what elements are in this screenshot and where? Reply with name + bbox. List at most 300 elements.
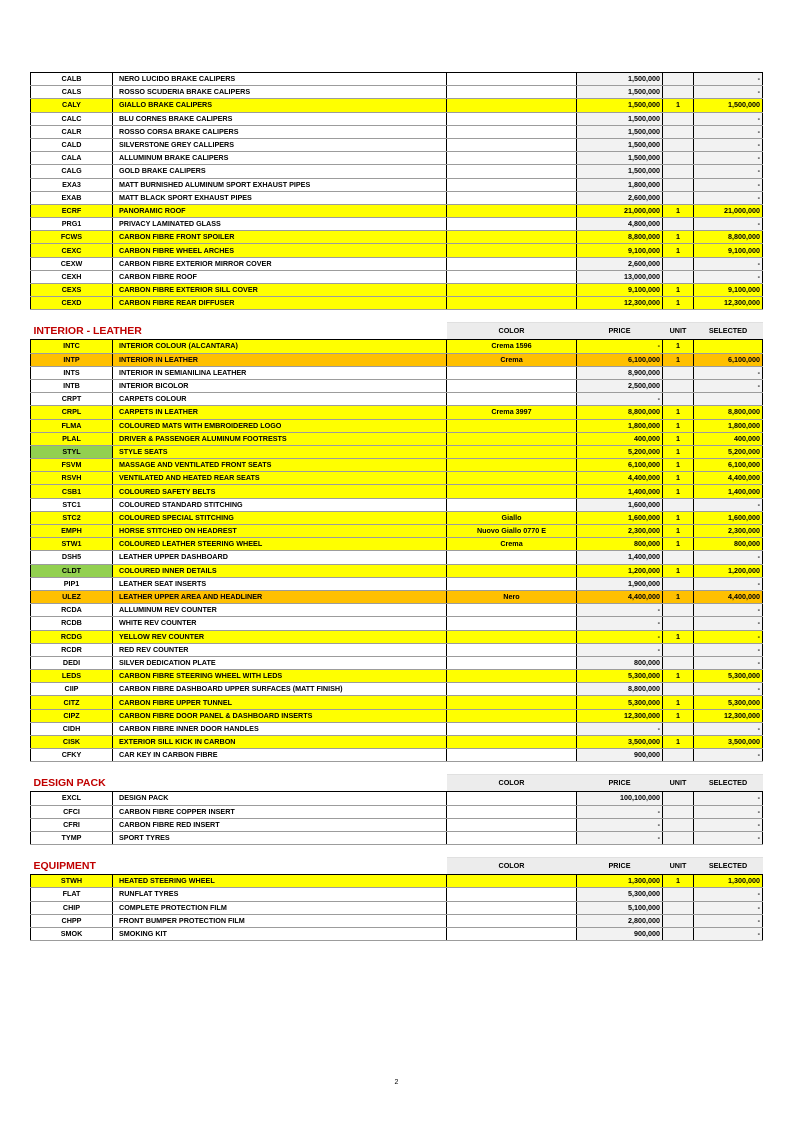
option-code: CALG: [31, 165, 113, 178]
table-row: [31, 564, 763, 577]
table-row: [31, 818, 763, 831]
option-price: 8,800,000: [577, 683, 663, 696]
option-description: COLOURED MATS WITH EMBROIDERED LOGO: [113, 419, 447, 432]
option-selected: -: [694, 125, 763, 138]
table-row: [31, 472, 763, 485]
option-price: 4,400,000: [577, 472, 663, 485]
column-header-price: PRICE: [577, 858, 663, 875]
option-price: -: [577, 393, 663, 406]
option-code: ECRF: [31, 204, 113, 217]
option-code: CALD: [31, 138, 113, 151]
option-price: 1,500,000: [577, 152, 663, 165]
option-description: MASSAGE AND VENTILATED FRONT SEATS: [113, 459, 447, 472]
section-spacer: [31, 762, 763, 775]
column-header-price: PRICE: [577, 323, 663, 340]
option-unit: [663, 366, 694, 379]
option-price: 8,800,000: [577, 406, 663, 419]
option-code: CALS: [31, 86, 113, 99]
option-unit: [663, 643, 694, 656]
option-description: INTERIOR IN SEMIANILINA LEATHER: [113, 366, 447, 379]
option-price: 1,900,000: [577, 577, 663, 590]
spacer-cell: [663, 310, 694, 323]
option-selected: -: [694, 218, 763, 231]
option-unit: 1: [663, 630, 694, 643]
option-color: [447, 112, 577, 125]
option-color: [447, 656, 577, 669]
option-selected: 5,300,000: [694, 696, 763, 709]
option-price: 1,500,000: [577, 165, 663, 178]
table-row: [31, 445, 763, 458]
option-color: [447, 152, 577, 165]
option-selected: -: [694, 112, 763, 125]
option-description: GIALLO BRAKE CALIPERS: [113, 99, 447, 112]
option-code: FSVM: [31, 459, 113, 472]
option-color: [447, 366, 577, 379]
table-row: [31, 577, 763, 590]
option-description: ROSSO CORSA BRAKE CALIPERS: [113, 125, 447, 138]
option-unit: 1: [663, 445, 694, 458]
option-price: 6,100,000: [577, 459, 663, 472]
option-price: 2,500,000: [577, 379, 663, 392]
option-code: FCWS: [31, 231, 113, 244]
option-description: SMOKING KIT: [113, 927, 447, 940]
option-selected: 5,200,000: [694, 445, 763, 458]
option-color: [447, 257, 577, 270]
option-unit: [663, 257, 694, 270]
option-price: 100,100,000: [577, 792, 663, 805]
option-selected: -: [694, 914, 763, 927]
option-description: NERO LUCIDO BRAKE CALIPERS: [113, 73, 447, 86]
option-description: CARBON FIBRE DASHBOARD UPPER SURFACES (MATT FINISH): [113, 683, 447, 696]
option-color: [447, 419, 577, 432]
table-row: [31, 393, 763, 406]
option-color: Giallo: [447, 511, 577, 524]
table-row: [31, 165, 763, 178]
option-description: WHITE REV COUNTER: [113, 617, 447, 630]
option-price: 3,500,000: [577, 736, 663, 749]
spacer-cell: [31, 310, 113, 323]
option-color: [447, 270, 577, 283]
option-price: 1,800,000: [577, 178, 663, 191]
option-selected: -: [694, 379, 763, 392]
table-row: [31, 736, 763, 749]
option-unit: [663, 901, 694, 914]
option-color: [447, 498, 577, 511]
column-header-price: PRICE: [577, 775, 663, 792]
option-code: CALC: [31, 112, 113, 125]
option-color: [447, 696, 577, 709]
option-price: 5,100,000: [577, 901, 663, 914]
option-color: Crema 1596: [447, 340, 577, 353]
option-selected: -: [694, 749, 763, 762]
option-description: CARBON FIBRE DOOR PANEL & DASHBOARD INSERTS: [113, 709, 447, 722]
option-unit: 1: [663, 485, 694, 498]
option-price: 2,800,000: [577, 914, 663, 927]
option-description: COMPLETE PROTECTION FILM: [113, 901, 447, 914]
option-code: STW1: [31, 538, 113, 551]
option-price: 5,300,000: [577, 696, 663, 709]
option-price: -: [577, 604, 663, 617]
option-selected: 6,100,000: [694, 459, 763, 472]
section-spacer: [31, 845, 763, 858]
option-price: 1,500,000: [577, 73, 663, 86]
option-description: EXTERIOR SILL KICK IN CARBON: [113, 736, 447, 749]
option-color: [447, 709, 577, 722]
option-code: CLDT: [31, 564, 113, 577]
option-unit: 1: [663, 736, 694, 749]
option-unit: [663, 551, 694, 564]
option-description: SILVER DEDICATION PLATE: [113, 656, 447, 669]
option-description: CARBON FIBRE INNER DOOR HANDLES: [113, 722, 447, 735]
option-selected: -: [694, 86, 763, 99]
option-color: [447, 472, 577, 485]
table-row: [31, 459, 763, 472]
option-unit: 1: [663, 472, 694, 485]
option-description: CARBON FIBRE RED INSERT: [113, 818, 447, 831]
option-description: SILVERSTONE GREY CALLIPERS: [113, 138, 447, 151]
option-unit: 1: [663, 99, 694, 112]
option-price: 9,100,000: [577, 284, 663, 297]
spacer-cell: [577, 845, 663, 858]
spacer-cell: [694, 310, 763, 323]
option-selected: -: [694, 656, 763, 669]
option-code: DSH5: [31, 551, 113, 564]
option-code: CIPZ: [31, 709, 113, 722]
option-price: 800,000: [577, 656, 663, 669]
option-selected: -: [694, 630, 763, 643]
option-description: FRONT BUMPER PROTECTION FILM: [113, 914, 447, 927]
option-code: RCDR: [31, 643, 113, 656]
option-code: EMPH: [31, 525, 113, 538]
option-description: YELLOW REV COUNTER: [113, 630, 447, 643]
option-color: Nero: [447, 590, 577, 603]
option-color: [447, 630, 577, 643]
option-selected: 2,300,000: [694, 525, 763, 538]
table-row: [31, 297, 763, 310]
option-color: [447, 165, 577, 178]
option-unit: 1: [663, 244, 694, 257]
option-description: CARBON FIBRE ROOF: [113, 270, 447, 283]
option-code: CIIP: [31, 683, 113, 696]
option-description: ALLUMINUM REV COUNTER: [113, 604, 447, 617]
option-unit: [663, 604, 694, 617]
option-unit: 1: [663, 511, 694, 524]
option-unit: 1: [663, 459, 694, 472]
option-color: [447, 643, 577, 656]
option-selected: -: [694, 927, 763, 940]
option-color: [447, 736, 577, 749]
spacer-cell: [577, 310, 663, 323]
table-row: [31, 831, 763, 844]
option-selected: 8,800,000: [694, 406, 763, 419]
option-price: 6,100,000: [577, 353, 663, 366]
option-description: HORSE STITCHED ON HEADREST: [113, 525, 447, 538]
option-description: CARBON FIBRE STEERING WHEEL WITH LEDS: [113, 670, 447, 683]
option-description: BLU CORNES BRAKE CALIPERS: [113, 112, 447, 125]
option-selected: 12,300,000: [694, 709, 763, 722]
option-code: RCDG: [31, 630, 113, 643]
table-row: [31, 511, 763, 524]
option-selected: -: [694, 722, 763, 735]
option-price: 4,400,000: [577, 590, 663, 603]
option-description: PANORAMIC ROOF: [113, 204, 447, 217]
option-description: HEATED STEERING WHEEL: [113, 875, 447, 888]
option-selected: 6,100,000: [694, 353, 763, 366]
option-selected: 400,000: [694, 432, 763, 445]
option-code: CFRI: [31, 818, 113, 831]
option-color: Crema: [447, 538, 577, 551]
option-code: EXAB: [31, 191, 113, 204]
option-description: CARBON FIBRE EXTERIOR SILL COVER: [113, 284, 447, 297]
option-code: CHPP: [31, 914, 113, 927]
table-row: [31, 419, 763, 432]
option-unit: [663, 218, 694, 231]
table-row: [31, 204, 763, 217]
option-price: 9,100,000: [577, 244, 663, 257]
option-price: 900,000: [577, 927, 663, 940]
option-unit: 1: [663, 709, 694, 722]
table-row: [31, 643, 763, 656]
option-code: PLAL: [31, 432, 113, 445]
option-unit: 1: [663, 670, 694, 683]
table-row: [31, 722, 763, 735]
option-color: [447, 125, 577, 138]
option-price: 400,000: [577, 432, 663, 445]
option-price: 5,300,000: [577, 888, 663, 901]
option-color: [447, 564, 577, 577]
option-unit: [663, 125, 694, 138]
option-description: MATT BURNISHED ALUMINUM SPORT EXHAUST PIPES: [113, 178, 447, 191]
table-row: [31, 191, 763, 204]
option-code: STWH: [31, 875, 113, 888]
option-price: 1,500,000: [577, 112, 663, 125]
option-color: [447, 888, 577, 901]
option-selected: -: [694, 498, 763, 511]
option-code: EXA3: [31, 178, 113, 191]
option-selected: 1,300,000: [694, 875, 763, 888]
option-description: RED REV COUNTER: [113, 643, 447, 656]
table-row: [31, 178, 763, 191]
option-selected: -: [694, 257, 763, 270]
option-description: GOLD BRAKE CALIPERS: [113, 165, 447, 178]
option-selected: -: [694, 604, 763, 617]
option-unit: 1: [663, 875, 694, 888]
option-selected: -: [694, 138, 763, 151]
option-selected: [694, 393, 763, 406]
option-unit: [663, 191, 694, 204]
option-color: [447, 927, 577, 940]
table-row: [31, 901, 763, 914]
table-row: [31, 927, 763, 940]
table-row: [31, 749, 763, 762]
column-header-color: COLOR: [447, 775, 577, 792]
option-selected: -: [694, 617, 763, 630]
option-code: STC1: [31, 498, 113, 511]
option-unit: [663, 927, 694, 940]
option-price: 8,900,000: [577, 366, 663, 379]
option-unit: [663, 86, 694, 99]
option-selected: 1,500,000: [694, 99, 763, 112]
option-selected: -: [694, 643, 763, 656]
option-price: -: [577, 722, 663, 735]
table-row: [31, 73, 763, 86]
option-description: LEATHER SEAT INSERTS: [113, 577, 447, 590]
option-code: FLMA: [31, 419, 113, 432]
option-selected: [694, 340, 763, 353]
option-description: CARBON FIBRE FRONT SPOILER: [113, 231, 447, 244]
option-color: [447, 617, 577, 630]
section-title: DESIGN PACK: [33, 777, 106, 790]
option-code: CEXW: [31, 257, 113, 270]
option-price: -: [577, 818, 663, 831]
option-description: RUNFLAT TYRES: [113, 888, 447, 901]
option-unit: 1: [663, 564, 694, 577]
table-row: [31, 353, 763, 366]
table-row: [31, 914, 763, 927]
option-code: INTC: [31, 340, 113, 353]
option-code: CEXH: [31, 270, 113, 283]
option-description: LEATHER UPPER DASHBOARD: [113, 551, 447, 564]
table-row: [31, 525, 763, 538]
option-color: [447, 191, 577, 204]
option-code: CEXS: [31, 284, 113, 297]
column-header-unit: UNIT: [663, 858, 694, 875]
option-unit: 1: [663, 590, 694, 603]
option-unit: [663, 722, 694, 735]
option-code: CALR: [31, 125, 113, 138]
option-selected: -: [694, 73, 763, 86]
option-unit: 1: [663, 284, 694, 297]
option-price: 2,600,000: [577, 257, 663, 270]
option-color: [447, 178, 577, 191]
option-color: [447, 551, 577, 564]
option-selected: 4,400,000: [694, 472, 763, 485]
option-description: INTERIOR BICOLOR: [113, 379, 447, 392]
option-unit: 1: [663, 419, 694, 432]
spacer-cell: [694, 845, 763, 858]
option-unit: [663, 498, 694, 511]
option-price: 1,400,000: [577, 551, 663, 564]
option-unit: [663, 270, 694, 283]
option-color: [447, 138, 577, 151]
option-code: INTS: [31, 366, 113, 379]
table-row: [31, 617, 763, 630]
section-header-row: [31, 323, 763, 340]
option-unit: [663, 165, 694, 178]
table-row: [31, 590, 763, 603]
option-description: CARPETS IN LEATHER: [113, 406, 447, 419]
table-row: [31, 805, 763, 818]
option-price: 1,600,000: [577, 498, 663, 511]
option-price: 1,500,000: [577, 125, 663, 138]
section-header-row: [31, 858, 763, 875]
option-selected: -: [694, 683, 763, 696]
option-price: 1,300,000: [577, 875, 663, 888]
option-unit: [663, 178, 694, 191]
option-price: -: [577, 643, 663, 656]
option-unit: [663, 112, 694, 125]
option-selected: 12,300,000: [694, 297, 763, 310]
option-code: CISK: [31, 736, 113, 749]
option-selected: 5,300,000: [694, 670, 763, 683]
option-code: CRPL: [31, 406, 113, 419]
option-selected: 21,000,000: [694, 204, 763, 217]
option-selected: -: [694, 270, 763, 283]
option-selected: -: [694, 888, 763, 901]
option-color: [447, 914, 577, 927]
option-price: 1,200,000: [577, 564, 663, 577]
option-price: 8,800,000: [577, 231, 663, 244]
option-description: DRIVER & PASSENGER ALUMINUM FOOTRESTS: [113, 432, 447, 445]
option-color: [447, 244, 577, 257]
option-code: FLAT: [31, 888, 113, 901]
option-unit: 1: [663, 696, 694, 709]
option-unit: 1: [663, 406, 694, 419]
option-color: [447, 218, 577, 231]
table-row: [31, 270, 763, 283]
option-description: COLOURED LEATHER STEERING WHEEL: [113, 538, 447, 551]
option-selected: 1,400,000: [694, 485, 763, 498]
option-code: CHIP: [31, 901, 113, 914]
option-color: [447, 284, 577, 297]
option-selected: -: [694, 831, 763, 844]
option-color: [447, 683, 577, 696]
option-description: VENTILATED AND HEATED REAR SEATS: [113, 472, 447, 485]
option-color: [447, 875, 577, 888]
spacer-cell: [31, 845, 113, 858]
option-selected: 800,000: [694, 538, 763, 551]
option-unit: 1: [663, 204, 694, 217]
option-selected: -: [694, 805, 763, 818]
option-code: INTB: [31, 379, 113, 392]
option-code: RCDB: [31, 617, 113, 630]
section-header-row: [31, 775, 763, 792]
option-selected: 3,500,000: [694, 736, 763, 749]
option-code: RCDA: [31, 604, 113, 617]
option-selected: -: [694, 366, 763, 379]
option-unit: 1: [663, 432, 694, 445]
option-color: [447, 670, 577, 683]
option-unit: 1: [663, 340, 694, 353]
option-code: ULEZ: [31, 590, 113, 603]
spacer-cell: [447, 845, 577, 858]
option-unit: [663, 805, 694, 818]
options-table-body: [31, 73, 763, 941]
option-selected: -: [694, 551, 763, 564]
option-selected: -: [694, 152, 763, 165]
table-row: [31, 284, 763, 297]
table-row: [31, 498, 763, 511]
option-color: [447, 204, 577, 217]
option-unit: 1: [663, 231, 694, 244]
option-color: [447, 379, 577, 392]
table-row: [31, 604, 763, 617]
option-price: 1,400,000: [577, 485, 663, 498]
option-description: SPORT TYRES: [113, 831, 447, 844]
option-description: COLOURED SAFETY BELTS: [113, 485, 447, 498]
option-code: CIDH: [31, 722, 113, 735]
option-price: 12,300,000: [577, 709, 663, 722]
option-description: CARBON FIBRE REAR DIFFUSER: [113, 297, 447, 310]
section-title: EQUIPMENT: [33, 859, 96, 872]
option-unit: 1: [663, 297, 694, 310]
option-price: 1,500,000: [577, 99, 663, 112]
option-selected: 8,800,000: [694, 231, 763, 244]
table-row: [31, 138, 763, 151]
option-unit: [663, 792, 694, 805]
option-unit: [663, 888, 694, 901]
table-row: [31, 257, 763, 270]
